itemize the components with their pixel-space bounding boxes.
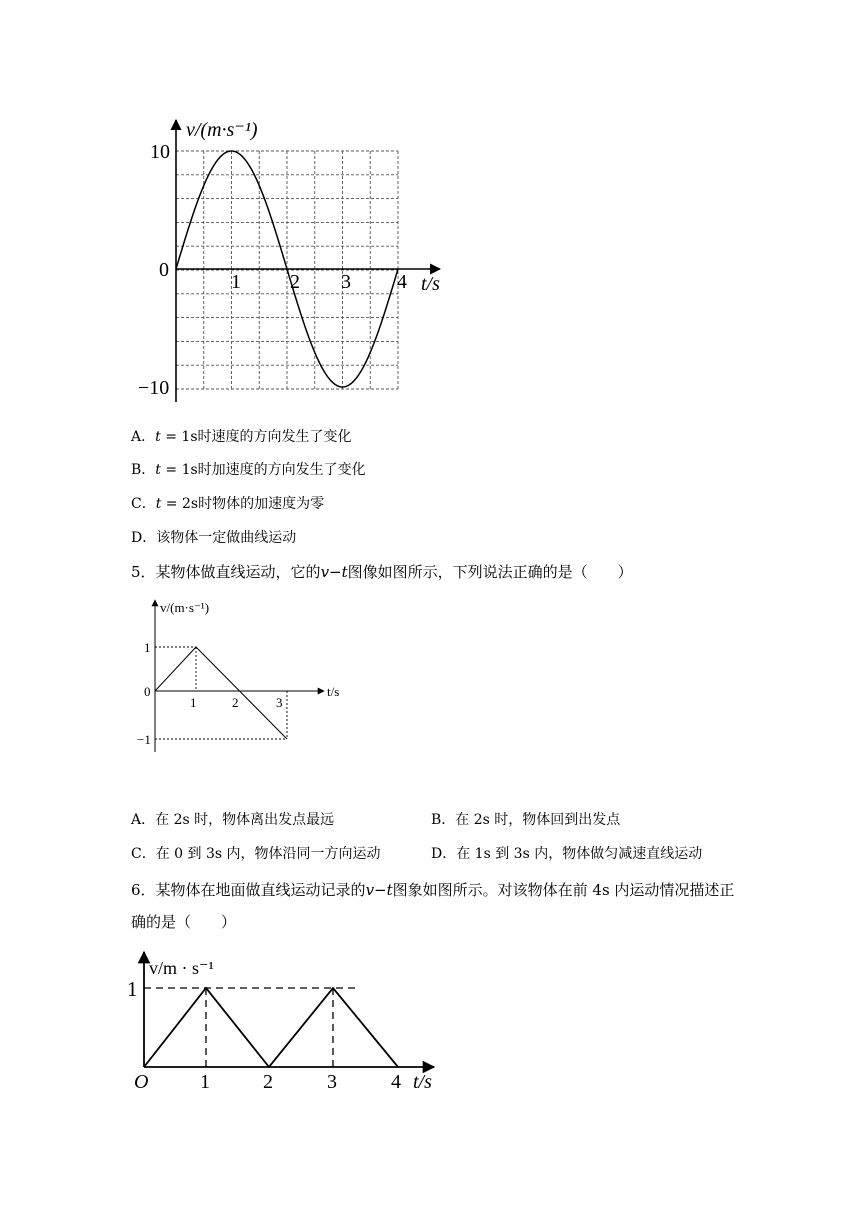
- graph3-origin-label: O: [134, 1071, 149, 1093]
- graph3-ytick-1: 1: [127, 977, 138, 1001]
- q5-option-b: B．在 2s 时，物体回到出发点: [431, 812, 621, 828]
- q5-option-c: C．在 0 到 3s 内，物体沿同一方向运动: [131, 846, 381, 862]
- graph1-ytick-top: 10: [150, 141, 170, 163]
- q6-stem-line1: 6．某物体在地面做直线运动记录的v−t图象如图所示。对该物体在前 4s 内运动情况描述正: [131, 881, 735, 899]
- graph3-xtick-4: 4: [391, 1071, 401, 1093]
- q5-stem: 5．某物体做直线运动，它的v−t图像如图所示，下列说法正确的是（ ）: [131, 563, 633, 581]
- graph3-y-axis-label: v/m · s⁻¹: [149, 958, 214, 978]
- graph3-xtick-3: 3: [327, 1071, 337, 1093]
- graph1-xtick-3: 3: [341, 271, 351, 293]
- graph1-ytick-zero: 0: [159, 259, 169, 281]
- q6-stem-line2: 确的是（ ）: [131, 913, 237, 931]
- graph3-xtick-1: 1: [200, 1071, 210, 1093]
- graph1-xtick-1: 1: [231, 271, 241, 293]
- graph3-line: [144, 988, 398, 1067]
- graph2-ytick-1: 1: [144, 640, 151, 655]
- graph2-xtick-1: 1: [190, 695, 197, 710]
- graph3-x-axis-label: t/s: [413, 1071, 432, 1093]
- graph2-xtick-2: 2: [232, 695, 239, 710]
- graph1-xtick-4: 4: [397, 271, 407, 293]
- q4-option-c: C．t = 2s时物体的加速度为零: [131, 496, 325, 512]
- graph1-curve: [176, 151, 398, 387]
- q4-option-a: A．t = 1s时速度的方向发生了变化: [131, 429, 352, 445]
- graph2-ytick-0: 0: [144, 684, 151, 699]
- graph1-x-axis-label: t/s: [421, 273, 440, 295]
- graph2-line: [155, 647, 287, 739]
- graph3-xtick-2: 2: [263, 1071, 273, 1093]
- graph2-y-axis-label: v/(m·s⁻¹): [160, 600, 210, 615]
- graph2-xtick-3: 3: [276, 695, 283, 710]
- q4-option-d: D．该物体一定做曲线运动: [131, 530, 297, 546]
- q4-option-b: B．t = 1s时加速度的方向发生了变化: [131, 462, 366, 478]
- graph2-x-axis-label: t/s: [327, 684, 340, 699]
- graph2-ytick-neg1: −1: [137, 732, 151, 747]
- graph1-ytick-bottom: −10: [138, 377, 170, 399]
- q5-option-a: A．在 2s 时，物体离出发点最远: [131, 812, 335, 828]
- graph1-y-axis-label: v/(m·s⁻¹): [186, 119, 258, 141]
- graph1-grid: [176, 151, 398, 389]
- graph1-xtick-2: 2: [290, 271, 300, 293]
- q5-option-d: D．在 1s 到 3s 内，物体做匀减速直线运动: [431, 846, 703, 862]
